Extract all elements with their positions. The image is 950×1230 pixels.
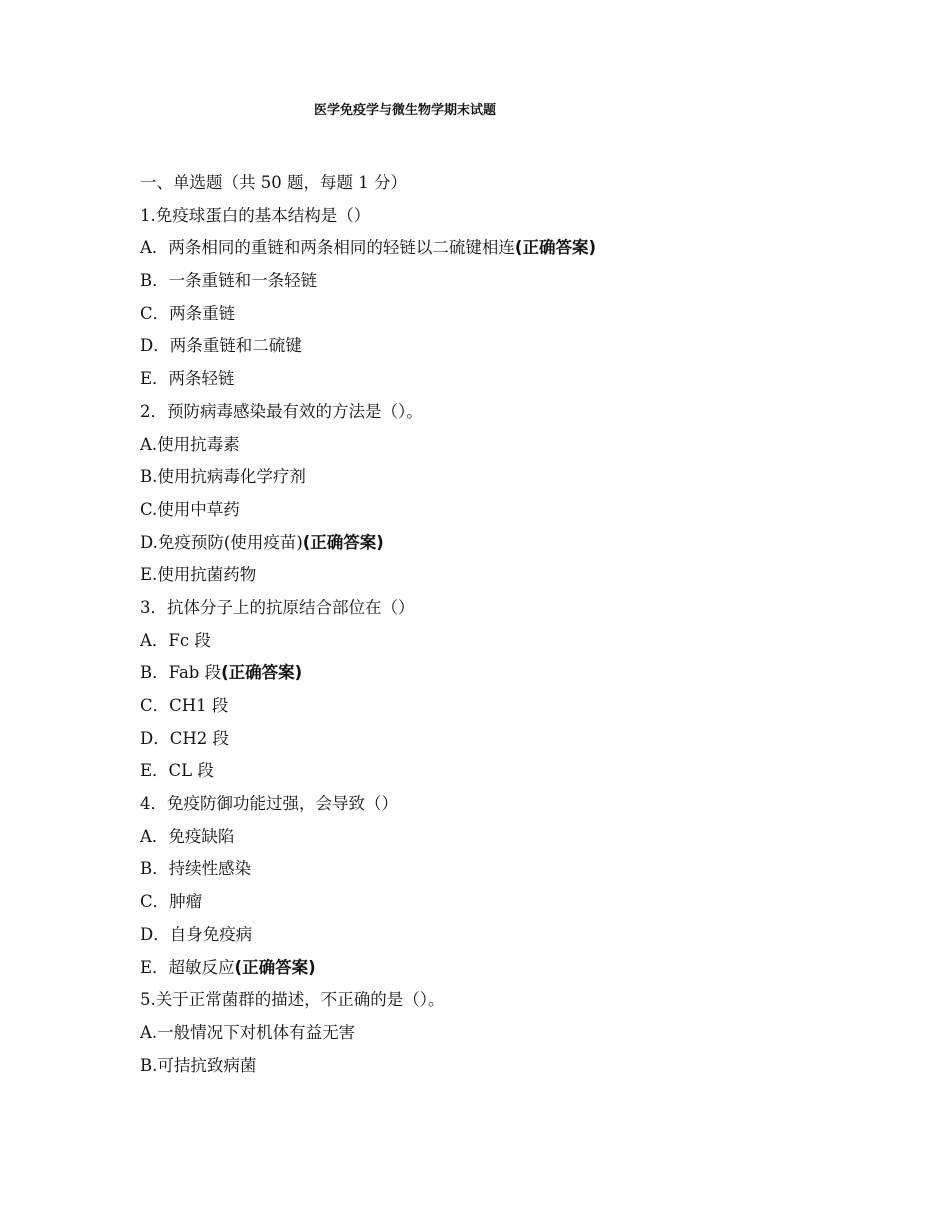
correct-answer-tag: (正确答案): [234, 957, 316, 977]
answer-option: [140, 300, 840, 333]
option-text: D．自身免疫病: [140, 924, 253, 944]
question-stem: 4．免疫防御功能过强，会导致（）: [140, 794, 398, 814]
option-text: A.使用抗毒素: [140, 434, 240, 454]
answer-option: [140, 921, 840, 954]
answer-option: [140, 1052, 840, 1085]
correct-answer-tag: (正确答案): [514, 238, 597, 258]
option-text: A．Fc 段: [140, 630, 211, 650]
correct-answer-tag: (正确答案): [221, 663, 303, 683]
option-text: E.使用抗菌药物: [140, 565, 257, 585]
option-text: C．肿瘤: [140, 892, 203, 912]
correct-answer-tag: (正确答案): [302, 532, 384, 552]
answer-option: [140, 888, 840, 921]
question-stem: 1.免疫球蛋白的基本结构是（）: [140, 205, 371, 225]
answer-option: [140, 757, 840, 790]
answer-option: [140, 1019, 840, 1052]
answer-option: [140, 725, 840, 758]
option-text: B.使用抗病毒化学疗剂: [140, 467, 306, 487]
answer-option: [140, 692, 840, 725]
answer-option: [140, 659, 840, 692]
answer-option: [140, 332, 840, 365]
answer-option: [140, 823, 840, 856]
answer-option: [140, 561, 840, 594]
option-text: D.免疫预防(使用疫苗): [140, 532, 303, 552]
answer-option: [140, 855, 840, 888]
answer-option: [140, 954, 840, 987]
answer-option: [140, 365, 840, 398]
answer-option: [140, 431, 840, 464]
question-stem: 3．抗体分子上的抗原结合部位在（）: [140, 597, 415, 617]
option-text: E．两条轻链: [140, 369, 235, 389]
option-text: B．Fab 段: [140, 663, 222, 683]
answer-option: [140, 234, 840, 267]
document-title: 医学免疫学与微生物学期末试题: [313, 103, 496, 118]
answer-option: [140, 463, 840, 496]
option-text: A.一般情况下对机体有益无害: [140, 1022, 356, 1042]
question-list: [140, 169, 840, 1084]
option-text: B.可拮抗致病菌: [140, 1055, 257, 1075]
answer-option: [140, 627, 840, 660]
option-text: E．超敏反应: [140, 957, 235, 977]
answer-option: [140, 496, 840, 529]
answer-option: [140, 267, 840, 300]
question-stem: 2．预防病毒感染最有效的方法是（）。: [140, 401, 423, 421]
option-text: C．两条重链: [140, 303, 236, 323]
option-text: D．CH2 段: [140, 728, 229, 748]
answer-option: [140, 529, 840, 562]
section-heading: 一、单选题（共 50 题，每题 1 分）: [140, 173, 407, 192]
option-text: A．免疫缺陷: [140, 826, 235, 846]
option-text: E．CL 段: [140, 761, 214, 781]
option-text: A．两条相同的重链和两条相同的轻链以二硫键相连: [140, 238, 515, 258]
option-text: B．一条重链和一条轻链: [140, 271, 318, 291]
option-text: C．CH1 段: [140, 696, 229, 715]
option-text: B．持续性感染: [140, 859, 252, 879]
option-text: C.使用中草药: [140, 499, 240, 519]
question-stem: 5.关于正常菌群的描述，不正确的是（）。: [140, 990, 445, 1010]
option-text: D．两条重链和二硫键: [140, 336, 302, 356]
